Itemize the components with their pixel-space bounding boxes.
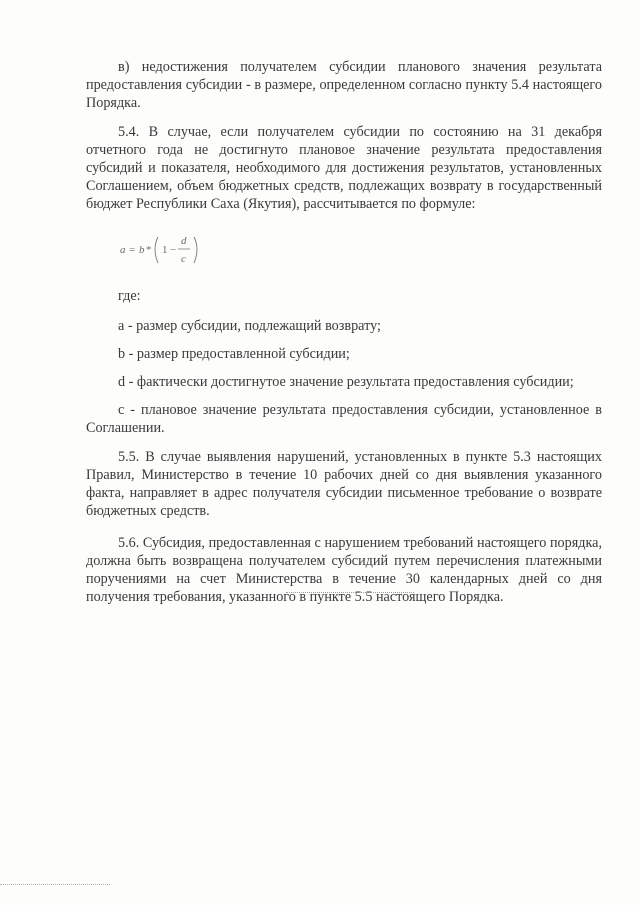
footer-line — [0, 884, 110, 885]
formula-minus: − — [170, 244, 177, 256]
formula-times: * — [146, 244, 152, 256]
formula-one: 1 — [162, 244, 168, 256]
paragraph-5-5: 5.5. В случае выявления нарушений, установленных в пункте 5.3 настоящих Правил, Министерство в течение 10 рабочих дней со дня выявления указанного факта, направляет в адрес получателя субсидии письменное требование о возврате бюджетных средств. — [86, 449, 602, 519]
formula-b: b — [139, 244, 145, 256]
formula-equals: = — [129, 244, 136, 256]
definition-c: c - плановое значение результата предоставления субсидии, установленное в Соглашении. — [86, 402, 602, 436]
definition-b: b - размер предоставленной субсидии; — [118, 346, 350, 362]
paragraph-v: в) недостижения получателем субсидии планового значения результата предоставления субсидии - в размере, определенном согласно пункту 5.4 настоящего Порядка. — [86, 59, 602, 111]
refund-formula — [118, 227, 602, 273]
formula-right-paren — [194, 237, 197, 263]
where-label: где: — [118, 288, 141, 304]
formula-lhs: a — [120, 244, 126, 256]
document-body — [86, 58, 602, 614]
definition-a: a - размер субсидии, подлежащий возврату; — [118, 318, 381, 334]
formula-left-paren — [155, 237, 158, 263]
formula-graphic — [118, 227, 238, 273]
end-divider — [286, 592, 414, 593]
paragraph-5-6: 5.6. Субсидия, предоставленная с нарушением требований настоящего порядка, должна быть возвращена получателем субсидий путем перечисления платежными поручениями на счет Министерства в течение 30 календарных дней со дня получения требования, указанного в пункте 5.5 настоящего Порядка. — [86, 535, 602, 605]
formula-numerator: d — [181, 235, 187, 247]
definition-d: d - фактически достигнутое значение результата предоставления субсидии; — [118, 374, 574, 390]
formula-denominator: c — [181, 253, 186, 265]
paragraph-5-4: 5.4. В случае, если получателем субсидии по состоянию на 31 декабря отчетного года не достигнуто плановое значение результата предоставления субсидий и показателя, необходимого для достижения результатов, установленных Соглашением, объем бюджетных средств, подлежащих возврату в государственный бюджет Республики Саха (Якутия), рассчитывается по формуле: — [86, 124, 602, 212]
